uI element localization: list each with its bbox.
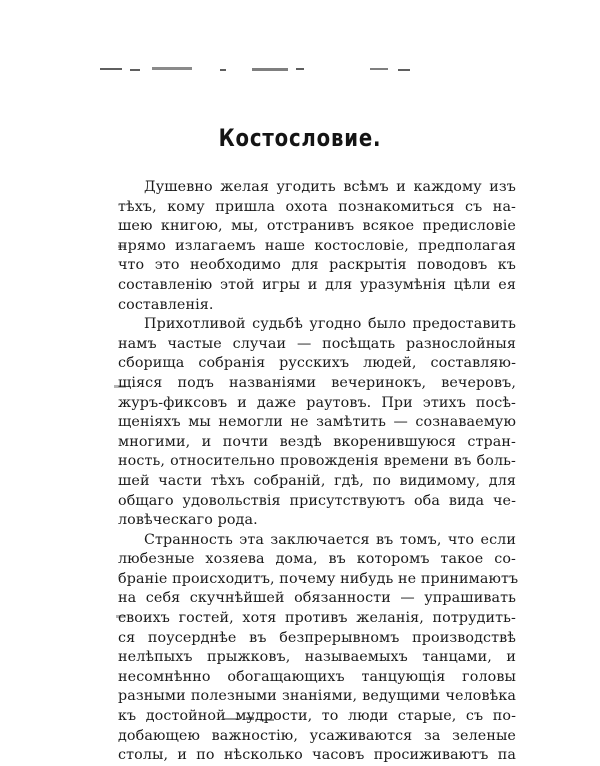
text-line: ся поусерднѣе въ безпрерывномъ производствѣ: [118, 629, 516, 646]
text-line: Странность эта заключается въ томъ, что если: [144, 531, 516, 548]
text-line: щіяся подъ названіями вечеринокъ, вечеровъ,: [118, 374, 516, 391]
text-line: разными полезными знаніями, ведущими человѣка: [118, 688, 516, 705]
text-line: тѣхъ, кому пришла охота познакомиться съ на-: [118, 198, 516, 215]
text-line: Душевно желая угодить всѣмъ и каждому изъ: [144, 179, 516, 195]
text-line: прямо излагаемъ наше костословіе, предполагая: [118, 237, 516, 254]
paragraph: [118, 531, 519, 766]
scan-artifact-top: [100, 62, 420, 76]
text-line: добающею важностію, усаживаются за зеленые: [118, 727, 516, 744]
text-line: что это необходимо для раскрытія поводовъ къ: [118, 257, 516, 274]
text-line: любезные хозяева дома, въ которомъ такое со-: [118, 551, 516, 568]
text-line: своихъ гостей, хотя противъ желанія, потрудить-: [118, 610, 516, 627]
text-line: столы, и по нѣсколько часовъ просиживаютъ па: [118, 747, 516, 764]
text-line: браніе происходитъ, почему нибудь не принимаютъ: [118, 570, 519, 587]
text-line: сборища собранія русскихъ людей, составляю-: [118, 355, 516, 372]
text-line: составленію этой игры и для уразумѣнія цѣли ея: [118, 276, 516, 293]
text-line: шею книгою, мы, отстранивъ всякое предисловіе: [118, 218, 516, 235]
text-line: ловѣческаго рода.: [118, 512, 258, 529]
paragraph: [118, 178, 516, 315]
text-line: намъ частые случаи — посѣщать разнослойныя: [118, 335, 516, 352]
text-line: Прихотливой судьбѣ угодно было предоставить: [144, 316, 516, 333]
text-line: къ достойной мудрости, то люди старые, съ по-: [118, 708, 516, 725]
text-line: общаго удовольствія присутствуютъ оба вида че-: [118, 492, 516, 509]
text-line: журъ-фиксовъ и даже раутовъ. При этихъ посѣ-: [118, 394, 516, 411]
text-line: щеніяхъ мы немогли не замѣтить — сознаваемую: [118, 414, 516, 431]
text-line: многими, и почти вездѣ вкоренившуюся стран-: [118, 433, 516, 450]
page-title: Костословие.: [218, 124, 382, 152]
text-line: составленія.: [118, 296, 214, 313]
paragraph: [118, 315, 516, 531]
text-line: ность, относительно провожденія времени въ боль-: [118, 453, 516, 470]
body-text: [118, 178, 519, 766]
text-line: несомнѣнно обогащающихъ танцующія головы: [118, 668, 516, 685]
text-line: на себя скучнѣйшей обязанности — упрашивать: [118, 590, 516, 607]
text-line: шей части тѣхъ собраній, гдѣ, по видимому, для: [118, 472, 516, 489]
text-line: нелѣпыхъ прыжковъ, называемыхъ танцами, и: [118, 649, 516, 666]
